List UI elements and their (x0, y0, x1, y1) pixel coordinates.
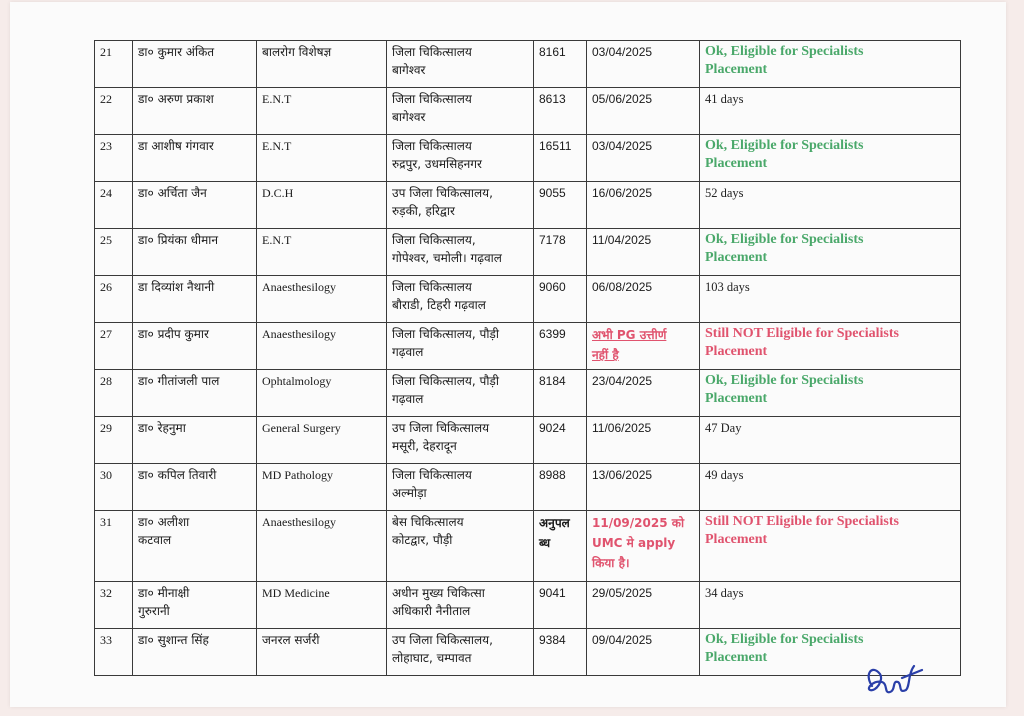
cell-line: 47 Day (705, 421, 742, 435)
eligibility-status (700, 511, 961, 582)
eligibility-status (700, 135, 961, 182)
cell-line: जिला चिकित्सालय, (392, 233, 476, 247)
cell-line: 103 days (705, 280, 750, 294)
cell-line: बेस चिकित्सालय (392, 515, 464, 529)
doctor-name (133, 229, 257, 276)
cell-line: Placement (705, 532, 768, 547)
date-cell (587, 629, 700, 676)
employee-code (534, 88, 587, 135)
cell-line: 8988 (539, 468, 566, 482)
table-row (95, 182, 961, 229)
cell-line: 41 days (705, 92, 744, 106)
cell-line: डा० गीतांजली पाल (138, 374, 220, 388)
document-page (10, 2, 1006, 707)
doctor-name (133, 417, 257, 464)
cell-line: अभी PG उत्तीर्ण (592, 328, 667, 342)
cell-line: Placement (705, 344, 768, 359)
cell-line: जिला चिकित्सालय (392, 92, 472, 106)
date-cell (587, 229, 700, 276)
cell-line: उप जिला चिकित्सालय, (392, 186, 493, 200)
cell-line: डा० रेहनुमा (138, 421, 186, 435)
employee-code (534, 276, 587, 323)
date-cell (587, 582, 700, 629)
cell-line: 8184 (539, 374, 566, 388)
posting-place (387, 417, 534, 464)
cell-line: Ok, Eligible for Specialists (705, 44, 864, 59)
eligibility-status (700, 41, 961, 88)
eligibility-status (700, 182, 961, 229)
cell-line: UMC मे apply (592, 536, 676, 550)
cell-line: Still NOT Eligible for Specialists (705, 514, 899, 529)
cell-line: जिला चिकित्सालय (392, 280, 472, 294)
cell-line: 7178 (539, 233, 566, 247)
department: Ophtalmology (257, 370, 387, 417)
cell-line: बौराडी, टिहरी गढ़वाल (392, 298, 486, 312)
eligibility-status (700, 323, 961, 370)
posting-place (387, 229, 534, 276)
cell-line: 05/06/2025 (592, 92, 653, 106)
serial-number: 21 (95, 41, 133, 88)
cell-line: डा० कपिल तिवारी (138, 468, 217, 482)
date-cell (587, 135, 700, 182)
cell-line: 9060 (539, 280, 566, 294)
eligibility-status (700, 276, 961, 323)
cell-line: जिला चिकित्सालय, पौड़ी (392, 327, 499, 341)
posting-place (387, 370, 534, 417)
serial-number: 28 (95, 370, 133, 417)
table-body (95, 41, 961, 676)
cell-line: डा० अलीशा (138, 515, 190, 529)
cell-line: जिला चिकित्सालय (392, 139, 472, 153)
date-cell (587, 88, 700, 135)
cell-line: 9055 (539, 186, 566, 200)
cell-line: Ok, Eligible for Specialists (705, 373, 864, 388)
table-row (95, 417, 961, 464)
doctor-name (133, 323, 257, 370)
cell-line: बागेश्वर (392, 63, 426, 77)
department: बालरोग विशेषज्ञ (257, 41, 387, 88)
department: General Surgery (257, 417, 387, 464)
cell-line: गढ़वाल (392, 392, 424, 406)
employee-code (534, 417, 587, 464)
doctor-name (133, 370, 257, 417)
table-row (95, 370, 961, 417)
serial-number: 32 (95, 582, 133, 629)
date-cell (587, 182, 700, 229)
employee-code (534, 182, 587, 229)
cell-line: डा० सुशान्त सिंह (138, 633, 209, 647)
cell-line: अधीन मुख्य चिकित्सा (392, 586, 485, 600)
cell-line: 06/08/2025 (592, 280, 653, 294)
department: जनरल सर्जरी (257, 629, 387, 676)
cell-line: Placement (705, 156, 768, 171)
cell-line: Placement (705, 250, 768, 265)
doctor-name (133, 511, 257, 582)
cell-line: डा० प्रियंका धीमान (138, 233, 219, 247)
cell-line: Placement (705, 650, 768, 665)
date-cell (587, 511, 700, 582)
department: D.C.H (257, 182, 387, 229)
employee-code (534, 370, 587, 417)
table-row (95, 88, 961, 135)
doctor-name (133, 41, 257, 88)
cell-line: 9041 (539, 586, 566, 600)
cell-line: अनुपल (539, 516, 570, 530)
serial-number: 26 (95, 276, 133, 323)
cell-line: ब्ध (539, 536, 551, 550)
department: Anaesthesilogy (257, 276, 387, 323)
department: E.N.T (257, 88, 387, 135)
cell-line: 11/06/2025 (592, 421, 652, 435)
cell-line: Ok, Eligible for Specialists (705, 632, 864, 647)
employee-code (534, 135, 587, 182)
cell-line: उप जिला चिकित्सालय, (392, 633, 493, 647)
cell-line: 13/06/2025 (592, 468, 653, 482)
cell-line: डा दिव्यांश नैथानी (138, 280, 215, 294)
date-cell (587, 370, 700, 417)
eligibility-status (700, 582, 961, 629)
posting-place (387, 276, 534, 323)
cell-line: डा० मीनाक्षी (138, 586, 190, 600)
cell-line: 9024 (539, 421, 566, 435)
cell-line: रुद्रपुर, उधमसिहनगर (392, 157, 482, 171)
cell-line: रुड़की, हरिद्वार (392, 204, 455, 218)
cell-line: Placement (705, 391, 768, 406)
cell-line: 11/09/2025 को (592, 516, 685, 530)
date-cell (587, 323, 700, 370)
eligibility-status (700, 417, 961, 464)
table-row (95, 135, 961, 182)
doctor-name (133, 629, 257, 676)
cell-line: Still NOT Eligible for Specialists (705, 326, 899, 341)
date-cell (587, 276, 700, 323)
department: Anaesthesilogy (257, 511, 387, 582)
cell-line: मसूरी, देहरादून (392, 439, 457, 453)
table-row (95, 229, 961, 276)
doctor-name (133, 276, 257, 323)
cell-line: 6399 (539, 327, 566, 341)
department: MD Medicine (257, 582, 387, 629)
eligibility-status (700, 370, 961, 417)
cell-line: गढ़वाल (392, 345, 424, 359)
employee-code (534, 582, 587, 629)
cell-line: 16511 (539, 139, 572, 153)
employee-code (534, 464, 587, 511)
cell-line: Placement (705, 62, 768, 77)
cell-line: डा० प्रदीप कुमार (138, 327, 209, 341)
posting-place (387, 464, 534, 511)
serial-number: 23 (95, 135, 133, 182)
cell-line: जिला चिकित्सालय, पौड़ी (392, 374, 499, 388)
cell-line: डा० कुमार अंकित (138, 45, 215, 59)
eligibility-status (700, 229, 961, 276)
cell-line: बागेश्वर (392, 110, 426, 124)
serial-number: 22 (95, 88, 133, 135)
cell-line: अल्मोड़ा (392, 486, 427, 500)
table-row (95, 629, 961, 676)
doctor-name (133, 135, 257, 182)
posting-place (387, 135, 534, 182)
doctor-name (133, 582, 257, 629)
posting-place (387, 88, 534, 135)
date-cell (587, 417, 700, 464)
cell-line: 52 days (705, 186, 744, 200)
cell-line: Ok, Eligible for Specialists (705, 138, 864, 153)
table-row (95, 582, 961, 629)
serial-number: 27 (95, 323, 133, 370)
serial-number: 33 (95, 629, 133, 676)
posting-place (387, 511, 534, 582)
cell-line: गोपेश्वर, चमोली। गढ़वाल (392, 251, 502, 265)
cell-line: 8161 (539, 45, 566, 59)
department: E.N.T (257, 229, 387, 276)
cell-line: नहीं है (592, 348, 619, 362)
table-row (95, 276, 961, 323)
serial-number: 24 (95, 182, 133, 229)
specialists-table (94, 40, 961, 676)
posting-place (387, 629, 534, 676)
department: MD Pathology (257, 464, 387, 511)
posting-place (387, 182, 534, 229)
cell-line: जिला चिकित्सालय (392, 45, 472, 59)
cell-line: 9384 (539, 633, 566, 647)
doctor-name (133, 88, 257, 135)
cell-line: 03/04/2025 (592, 139, 653, 153)
cell-line: Ok, Eligible for Specialists (705, 232, 864, 247)
serial-number: 25 (95, 229, 133, 276)
cell-line: 03/04/2025 (592, 45, 653, 59)
cell-line: डा० अर्चिता जैन (138, 186, 207, 200)
eligibility-status (700, 464, 961, 511)
posting-place (387, 41, 534, 88)
cell-line: जिला चिकित्सालय (392, 468, 472, 482)
employee-code (534, 229, 587, 276)
cell-line: 49 days (705, 468, 744, 482)
eligibility-status (700, 88, 961, 135)
cell-line: 09/04/2025 (592, 633, 653, 647)
cell-line: किया है। (592, 556, 630, 570)
serial-number: 29 (95, 417, 133, 464)
table-row (95, 41, 961, 88)
cell-line: कटवाल (138, 533, 172, 547)
doctor-name (133, 182, 257, 229)
cell-line: 8613 (539, 92, 566, 106)
posting-place (387, 582, 534, 629)
table-row (95, 511, 961, 582)
cell-line: 16/06/2025 (592, 186, 653, 200)
table-row (95, 323, 961, 370)
cell-line: 11/04/2025 (592, 233, 652, 247)
date-cell (587, 464, 700, 511)
cell-line: 34 days (705, 586, 744, 600)
employee-code (534, 629, 587, 676)
serial-number: 31 (95, 511, 133, 582)
department: E.N.T (257, 135, 387, 182)
signature-mark (862, 656, 928, 700)
serial-number: 30 (95, 464, 133, 511)
employee-code (534, 511, 587, 582)
table-row (95, 464, 961, 511)
employee-code (534, 41, 587, 88)
date-cell (587, 41, 700, 88)
employee-code (534, 323, 587, 370)
cell-line: कोटद्वार, पौड़ी (392, 533, 453, 547)
cell-line: डा० अरुण प्रकाश (138, 92, 214, 106)
cell-line: 29/05/2025 (592, 586, 653, 600)
posting-place (387, 323, 534, 370)
cell-line: उप जिला चिकित्सालय (392, 421, 490, 435)
department: Anaesthesilogy (257, 323, 387, 370)
cell-line: अधिकारी नैनीताल (392, 604, 471, 618)
cell-line: गुरुरानी (138, 604, 170, 618)
cell-line: लोहाघाट, चम्पावत (392, 651, 472, 665)
doctor-name (133, 464, 257, 511)
cell-line: डा आशीष गंगवार (138, 139, 214, 153)
cell-line: 23/04/2025 (592, 374, 653, 388)
